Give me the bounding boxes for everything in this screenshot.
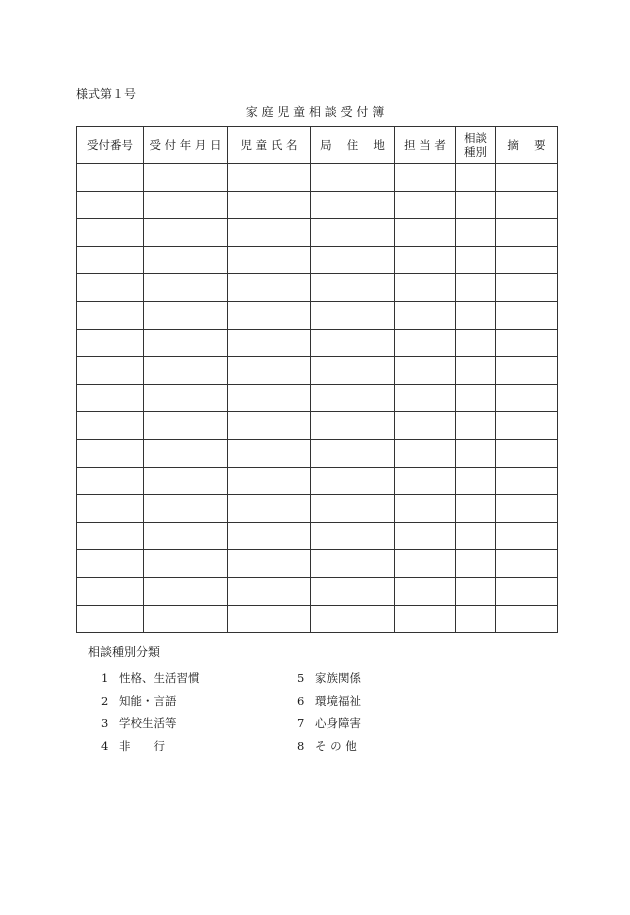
table-cell (228, 439, 311, 467)
table-row (77, 412, 558, 440)
table-cell (228, 550, 311, 578)
table-cell (311, 412, 395, 440)
legend-item-label: そ の 他 (315, 739, 357, 753)
table-row (77, 329, 558, 357)
table-row (77, 384, 558, 412)
table-cell (144, 550, 228, 578)
table-cell (496, 219, 558, 247)
table-cell (395, 219, 456, 247)
table-cell (395, 412, 456, 440)
table-row (77, 605, 558, 633)
legend-item-label: 知能・言語 (119, 694, 177, 708)
table-cell (144, 439, 228, 467)
table-cell (456, 605, 496, 633)
table-cell (395, 164, 456, 192)
table-cell (228, 412, 311, 440)
table-row (77, 522, 558, 550)
table-cell (311, 274, 395, 302)
table-cell (77, 357, 144, 385)
table-cell (395, 522, 456, 550)
table-cell (228, 577, 311, 605)
table-cell (77, 246, 144, 274)
table-row (77, 274, 558, 302)
legend-item-label: 家族関係 (315, 671, 361, 685)
table-row (77, 246, 558, 274)
table-cell (395, 274, 456, 302)
table-cell (456, 439, 496, 467)
table-cell (77, 164, 144, 192)
table-cell (144, 191, 228, 219)
legend-item-number: 2 (101, 694, 109, 708)
legend-item (297, 738, 357, 754)
table-row (77, 467, 558, 495)
legend-item-number: 4 (101, 739, 109, 753)
table-cell (77, 495, 144, 523)
table-cell (77, 522, 144, 550)
table-cell (456, 522, 496, 550)
legend-item (297, 715, 361, 731)
table-cell (496, 191, 558, 219)
table-cell (77, 605, 144, 633)
table-row (77, 357, 558, 385)
table-cell (395, 301, 456, 329)
table-cell (456, 577, 496, 605)
table-row (77, 439, 558, 467)
table-cell (77, 219, 144, 247)
column-header-address: 局 住 地 (311, 127, 395, 164)
table-cell (144, 329, 228, 357)
table-row (77, 219, 558, 247)
table-cell (496, 384, 558, 412)
table-cell (496, 495, 558, 523)
table-row (77, 577, 558, 605)
table-cell (456, 412, 496, 440)
table-cell (311, 246, 395, 274)
legend-item-label: 非 行 (119, 739, 165, 753)
table-cell (77, 191, 144, 219)
table-cell (228, 274, 311, 302)
table-cell (311, 522, 395, 550)
table-cell (311, 164, 395, 192)
table-row (77, 550, 558, 578)
legend-item-number: 5 (297, 671, 305, 685)
table-row (77, 164, 558, 192)
table-cell (395, 246, 456, 274)
table-cell (144, 301, 228, 329)
column-header-consultation-type: 相談 種別 (456, 127, 496, 164)
table-cell (496, 577, 558, 605)
legend-item-label: 環境福祉 (315, 694, 361, 708)
legend-item (101, 693, 177, 709)
table-cell (228, 384, 311, 412)
consultation-ledger-table (76, 126, 558, 633)
legend-item (101, 670, 200, 686)
table-cell (77, 274, 144, 302)
legend-item-label: 心身障害 (315, 716, 361, 730)
table-cell (228, 522, 311, 550)
table-cell (496, 301, 558, 329)
table-cell (311, 329, 395, 357)
table-cell (395, 495, 456, 523)
table-row (77, 495, 558, 523)
table-cell (456, 495, 496, 523)
table-cell (395, 329, 456, 357)
table-cell (144, 246, 228, 274)
column-header-reception-number: 受付番号 (77, 127, 144, 164)
table-cell (77, 467, 144, 495)
table-cell (77, 301, 144, 329)
table-cell (311, 301, 395, 329)
table-cell (144, 219, 228, 247)
table-cell (395, 467, 456, 495)
legend-item (297, 670, 361, 686)
table-cell (228, 605, 311, 633)
table-cell (77, 384, 144, 412)
table-cell (456, 164, 496, 192)
table-cell (144, 357, 228, 385)
table-header-row (77, 127, 558, 164)
column-header-reception-date: 受 付 年 月 日 (144, 127, 228, 164)
table-cell (496, 467, 558, 495)
table-cell (77, 577, 144, 605)
table-cell (228, 191, 311, 219)
table-cell (228, 219, 311, 247)
table-cell (311, 439, 395, 467)
table-cell (496, 550, 558, 578)
legend-item (101, 738, 165, 754)
table-cell (311, 191, 395, 219)
table-cell (496, 439, 558, 467)
table-cell (456, 467, 496, 495)
document-title: 家 庭 児 童 相 談 受 付 簿 (245, 105, 385, 119)
table-cell (456, 329, 496, 357)
form-number: 様式第１号 (76, 87, 137, 101)
table-cell (311, 550, 395, 578)
legend-item-label: 性格、生活習慣 (119, 671, 200, 685)
table-cell (496, 274, 558, 302)
table-cell (311, 605, 395, 633)
table-cell (311, 467, 395, 495)
table-cell (144, 412, 228, 440)
table-cell (395, 605, 456, 633)
table-cell (496, 164, 558, 192)
table-cell (77, 329, 144, 357)
table-cell (395, 357, 456, 385)
column-header-person-in-charge: 担 当 者 (395, 127, 456, 164)
legend-item-number: 6 (297, 694, 305, 708)
table-cell (496, 329, 558, 357)
table-cell (496, 412, 558, 440)
table-cell (456, 246, 496, 274)
table-cell (144, 164, 228, 192)
table-cell (456, 219, 496, 247)
table-cell (311, 495, 395, 523)
table-cell (228, 329, 311, 357)
table-cell (144, 522, 228, 550)
table-cell (456, 550, 496, 578)
table-cell (456, 384, 496, 412)
table-body (77, 164, 558, 633)
table-cell (456, 191, 496, 219)
table-cell (311, 384, 395, 412)
legend-item-number: 7 (297, 716, 305, 730)
table-cell (228, 164, 311, 192)
table-cell (311, 577, 395, 605)
table-cell (496, 357, 558, 385)
table-cell (228, 246, 311, 274)
table-cell (456, 301, 496, 329)
legend-item (297, 693, 361, 709)
table-cell (144, 577, 228, 605)
legend-item-number: 8 (297, 739, 305, 753)
legend-item (101, 715, 177, 731)
table-cell (395, 384, 456, 412)
table-cell (456, 274, 496, 302)
table-cell (228, 357, 311, 385)
table-cell (311, 357, 395, 385)
table-cell (144, 605, 228, 633)
table-cell (496, 246, 558, 274)
legend-item-number: 3 (101, 716, 109, 730)
table-cell (144, 467, 228, 495)
table-cell (395, 577, 456, 605)
column-header-child-name: 児 童 氏 名 (228, 127, 311, 164)
table-cell (77, 412, 144, 440)
legend-item-label: 学校生活等 (119, 716, 177, 730)
table-cell (144, 384, 228, 412)
table-cell (228, 495, 311, 523)
table-cell (395, 439, 456, 467)
table-row (77, 301, 558, 329)
legend-item-number: 1 (101, 671, 109, 685)
table-cell (496, 522, 558, 550)
table-cell (77, 550, 144, 578)
table-cell (395, 191, 456, 219)
table-cell (395, 550, 456, 578)
table-cell (144, 274, 228, 302)
table-cell (228, 467, 311, 495)
table-cell (456, 357, 496, 385)
table-cell (228, 301, 311, 329)
legend-title: 相談種別分類 (88, 645, 161, 659)
table-cell (144, 495, 228, 523)
table-row (77, 191, 558, 219)
table-cell (311, 219, 395, 247)
table-cell (496, 605, 558, 633)
column-header-summary: 摘 要 (496, 127, 558, 164)
table-cell (77, 439, 144, 467)
